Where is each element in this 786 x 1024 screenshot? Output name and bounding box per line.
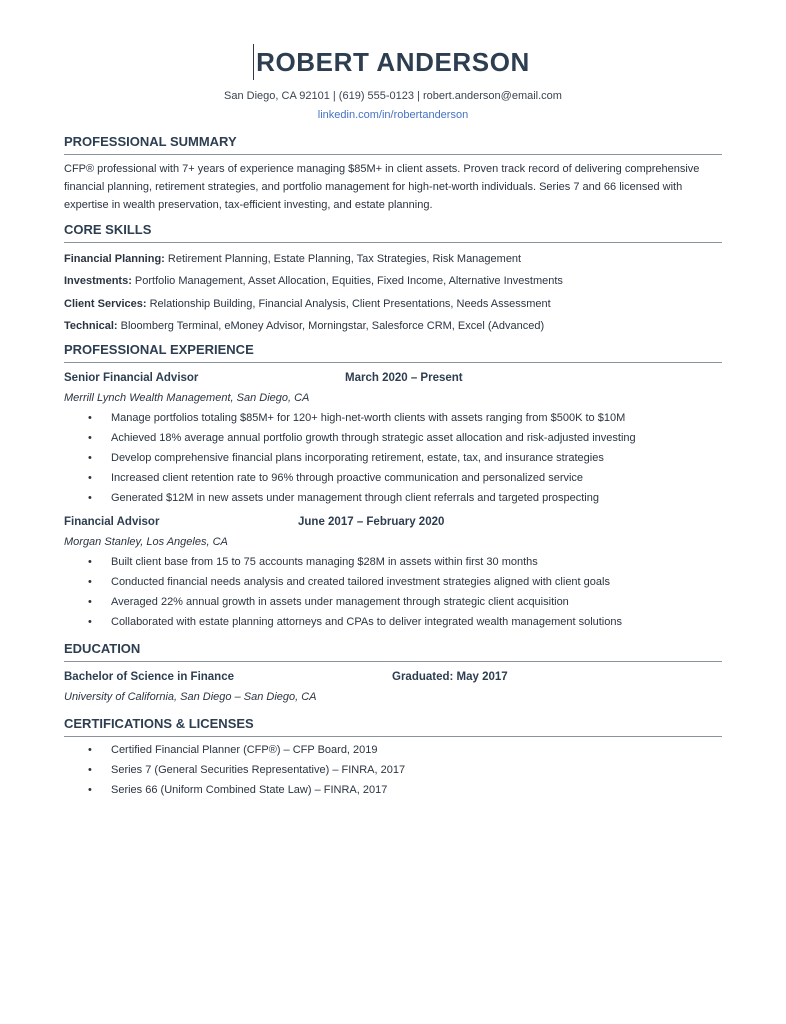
- school-name: University of California, San Diego – San Diego, CA: [64, 691, 317, 703]
- graduation-date: Graduated: May 2017: [392, 671, 508, 683]
- list-item: • Conducted financial needs analysis and created tailored investment strategies aligned with client goals: [64, 575, 722, 589]
- experience-heading: PROFESSIONAL EXPERIENCE: [64, 342, 722, 363]
- list-item: • Series 7 (General Securities Representative) – FINRA, 2017: [64, 763, 722, 777]
- job-company: Merrill Lynch Wealth Management, San Diego, CA: [64, 392, 310, 404]
- summary-heading: PROFESSIONAL SUMMARY: [64, 134, 722, 155]
- job-title: Financial Advisor: [64, 516, 160, 528]
- job-bullets: [64, 555, 722, 629]
- list-item: • Develop comprehensive financial plans incorporating retirement, estate, tax, and insurance strategies: [64, 451, 722, 465]
- skill-label: Technical:: [64, 320, 118, 332]
- list-item: • Certified Financial Planner (CFP®) – CFP Board, 2019: [64, 743, 722, 757]
- education-section: [64, 641, 722, 662]
- resume-header: [0, 44, 786, 122]
- list-item: • Increased client retention rate to 96% through proactive communication and personalized service: [64, 471, 722, 485]
- list-item: • Achieved 18% average annual portfolio growth through strategic asset allocation and risk-adjusted investing: [64, 431, 722, 445]
- job-bullets: [64, 411, 722, 505]
- skill-value: Portfolio Management, Asset Allocation, Equities, Fixed Income, Alternative Investments: [131, 275, 563, 287]
- skill-row: [64, 274, 722, 288]
- skills-heading: CORE SKILLS: [64, 222, 722, 243]
- candidate-name: ROBERT ANDERSON: [256, 47, 530, 77]
- education-heading: EDUCATION: [64, 641, 722, 662]
- list-item: • Series 66 (Uniform Combined State Law) – FINRA, 2017: [64, 783, 722, 797]
- job-header: [64, 372, 722, 387]
- summary-section: [64, 134, 722, 214]
- skills-section: [64, 222, 722, 333]
- certifications-heading: CERTIFICATIONS & LICENSES: [64, 716, 722, 737]
- job-header: [64, 516, 722, 531]
- skill-value: Relationship Building, Financial Analysis, Client Presentations, Needs Assessment: [146, 297, 551, 310]
- summary-text: CFP® professional with 7+ years of experience managing $85M+ in client assets. Proven track record of delivering comprehensive financial planning, retirement strategies, and portfolio management for high-net-worth individuals. Series 7 and 66 licensed with expertise in wealth preservation, tax-efficient investing, and estate planning.: [64, 163, 700, 211]
- skill-value: Retirement Planning, Estate Planning, Tax Strategies, Risk Management: [164, 252, 522, 265]
- linkedin-link[interactable]: linkedin.com/in/robertanderson: [317, 109, 469, 121]
- skill-row: [64, 252, 722, 266]
- job-dates: March 2020 – Present: [345, 372, 463, 384]
- education-entry: [64, 671, 722, 704]
- text-cursor: [253, 44, 254, 80]
- certifications-list: [64, 743, 722, 797]
- education-header: [64, 671, 722, 686]
- list-item: • Averaged 22% annual growth in assets under management through strategic client acquisition: [64, 595, 722, 609]
- skill-label: Financial Planning:: [64, 252, 165, 265]
- certifications-section: [64, 716, 722, 797]
- list-item: • Manage portfolios totaling $85M+ for 120+ high-net-worth clients with assets ranging from $500K to $10M: [64, 411, 722, 425]
- contact-line: San Diego, CA 92101 | (619) 555-0123 | robert.anderson@email.com: [224, 90, 562, 102]
- job-dates: June 2017 – February 2020: [298, 516, 445, 528]
- name-wrap: [256, 44, 530, 80]
- job-title: Senior Financial Advisor: [64, 372, 199, 384]
- list-item: • Built client base from 15 to 75 accounts managing $28M in assets within first 30 months: [64, 555, 722, 569]
- job-company: Morgan Stanley, Los Angeles, CA: [64, 536, 228, 548]
- experience-section: [64, 342, 722, 363]
- skill-label: Client Services:: [64, 297, 147, 310]
- job-entry: [64, 516, 722, 629]
- skill-value: Bloomberg Terminal, eMoney Advisor, Morningstar, Salesforce CRM, Excel (Advanced): [117, 320, 545, 332]
- skill-label: Investments:: [64, 275, 132, 287]
- degree-title: Bachelor of Science in Finance: [64, 671, 234, 683]
- list-item: • Collaborated with estate planning attorneys and CPAs to deliver integrated wealth management solutions: [64, 615, 722, 629]
- job-entry: [64, 372, 722, 505]
- skill-row: [64, 297, 722, 311]
- skill-row: [64, 319, 722, 333]
- list-item: • Generated $12M in new assets under management through client referrals and targeted prospecting: [64, 491, 722, 505]
